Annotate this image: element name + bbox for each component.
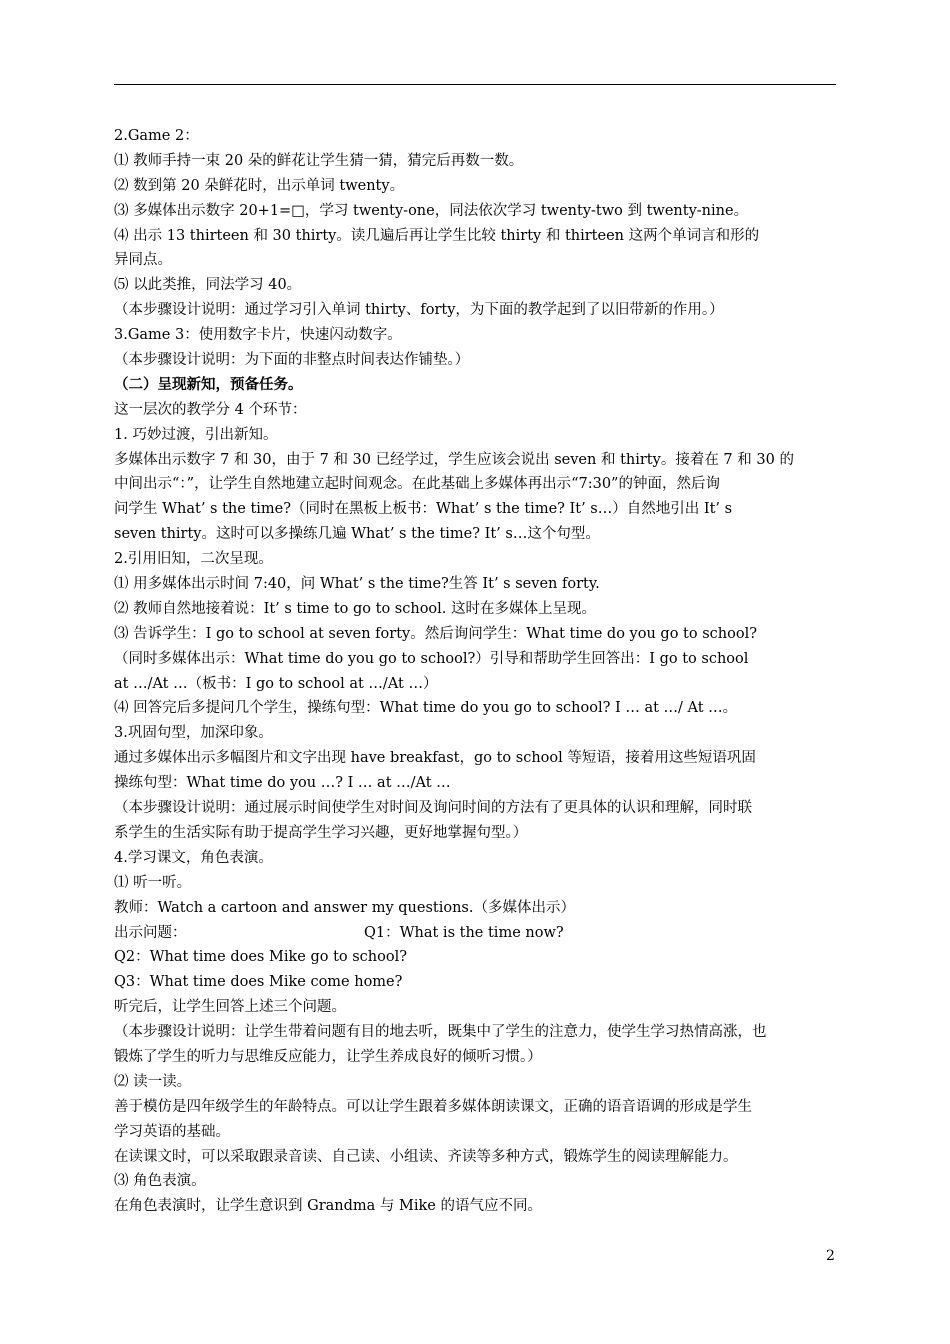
question-prompt-label: 出示问题：: [114, 924, 187, 941]
text-line: 听完后，让学生回答上述三个问题。: [114, 999, 346, 1016]
text-line: ⑶ 多媒体出示数字 20+1=□，学习 twenty-one，同法依次学习 twenty-two 到 twenty-nine。: [114, 202, 749, 219]
page-number: 2: [826, 1248, 835, 1264]
text-line: ⑴ 用多媒体出示时间 7:40，问 What’ s the time?生答 It’ s seven forty.: [114, 576, 600, 593]
text-line: 4.学习课文，角色表演。: [114, 849, 273, 866]
text-line: ⑵ 数到第 20 朵鲜花时，出示单词 twenty。: [114, 177, 405, 194]
text-line: 锻炼了学生的听力与思维反应能力，让学生养成良好的倾听习惯。）: [114, 1048, 542, 1065]
text-line: 这一层次的教学分 4 个环节：: [114, 401, 307, 418]
text-line: ⑶ 角色表演。: [114, 1173, 206, 1190]
text-line: （本步骤设计说明：为下面的非整点时间表达作铺垫。）: [114, 352, 470, 369]
text-line: （本步骤设计说明：通过展示时间使学生对时间及询问时间的方法有了更具体的认识和理解，同时联: [114, 800, 752, 817]
text-line: 2.Game 2：: [114, 128, 199, 144]
text-line: 教师：Watch a cartoon and answer my questions.（多媒体出示）: [114, 899, 575, 916]
text-line: at …/At …（板书：I go to school at …/At …）: [114, 675, 438, 692]
text-line: 1. 巧妙过渡，引出新知。: [114, 426, 278, 443]
text-line: [114, 921, 840, 946]
text-line: 3.巩固句型，加深印象。: [114, 725, 273, 742]
text-line: ⑵ 读一读。: [114, 1073, 192, 1090]
text-line: 系学生的生活实际有助于提高学生学习兴趣，更好地掌握句型。）: [114, 824, 528, 841]
text-line: 中间出示“：”，让学生自然地建立起时间观念。在此基础上多媒体再出示“7:30”的钟面，然后询: [114, 476, 720, 493]
text-line: 学习英语的基础。: [114, 1123, 230, 1140]
text-line: （二）呈现新知，预备任务。: [114, 375, 303, 393]
text-line: ⑷ 回答完后多提问几个学生，操练句型：What time do you go to school? I … at …/ At …。: [114, 700, 738, 717]
text-line: 善于模仿是四年级学生的年龄特点。可以让学生跟着多媒体朗读课文，正确的语音语调的形成是学生: [114, 1098, 752, 1115]
text-line: seven thirty。这时可以多操练几遍 What’ s the time? It’ s…这个句型。: [114, 526, 600, 543]
question-text: Q1：What is the time now?: [364, 924, 564, 941]
text-line: 多媒体出示数字 7 和 30，由于 7 和 30 已经学过，学生应该会说出 seven 和 thirty。接着在 7 和 30 的: [114, 451, 794, 468]
text-line: 操练句型：What time do you …? I … at …/At …: [114, 775, 451, 792]
text-line: Q3：What time does Mike come home?: [114, 974, 403, 991]
text-line: ⑶ 告诉学生：I go to school at seven forty。然后询问学生：What time do you go to school?: [114, 625, 757, 642]
text-line: ⑸ 以此类推，同法学习 40。: [114, 277, 302, 294]
text-line: （本步骤设计说明：让学生带着问题有目的地去听，既集中了学生的注意力，使学生学习热情高涨，也: [114, 1024, 767, 1041]
text-line: ⑴ 听一听。: [114, 874, 192, 891]
text-line: 在读课文时，可以采取跟录音读、自己读、小组读、齐读等多种方式，锻炼学生的阅读理解能力。: [114, 1148, 738, 1165]
text-line: 问学生 What’ s the time?（同时在黑板上板书：What’ s the time? It’ s…）自然地引出 It’ s: [114, 501, 733, 518]
text-line: ⑵ 教师自然地接着说：It’ s time to go to school. 这时在多媒体上呈现。: [114, 600, 597, 617]
document-body: [114, 124, 840, 1219]
text-line: （本步骤设计说明：通过学习引入单词 thirty、forty，为下面的教学起到了以旧带新的作用。）: [114, 302, 724, 319]
text-line: 在角色表演时，让学生意识到 Grandma 与 Mike 的语气应不同。: [114, 1198, 542, 1215]
text-line: 3.Game 3：使用数字卡片，快速闪动数字。: [114, 327, 402, 344]
text-line: ⑴ 教师手持一束 20 朵的鲜花让学生猜一猜，猜完后再数一数。: [114, 152, 524, 169]
text-line: 通过多媒体出示多幅图片和文字出现 have breakfast，go to school 等短语，接着用这些短语巩固: [114, 750, 756, 767]
text-line: ⑷ 出示 13 thirteen 和 30 thirty。读几遍后再让学生比较 thirty 和 thirteen 这两个单词言和形的: [114, 227, 760, 244]
text-line: （同时多媒体出示：What time do you go to school?）引导和帮助学生回答出：I go to school: [114, 650, 749, 667]
text-line: 异同点。: [114, 252, 172, 269]
text-line: Q2：What time does Mike go to school?: [114, 949, 408, 966]
header-rule: [114, 84, 836, 85]
text-line: 2.引用旧知，二次呈现。: [114, 551, 273, 568]
